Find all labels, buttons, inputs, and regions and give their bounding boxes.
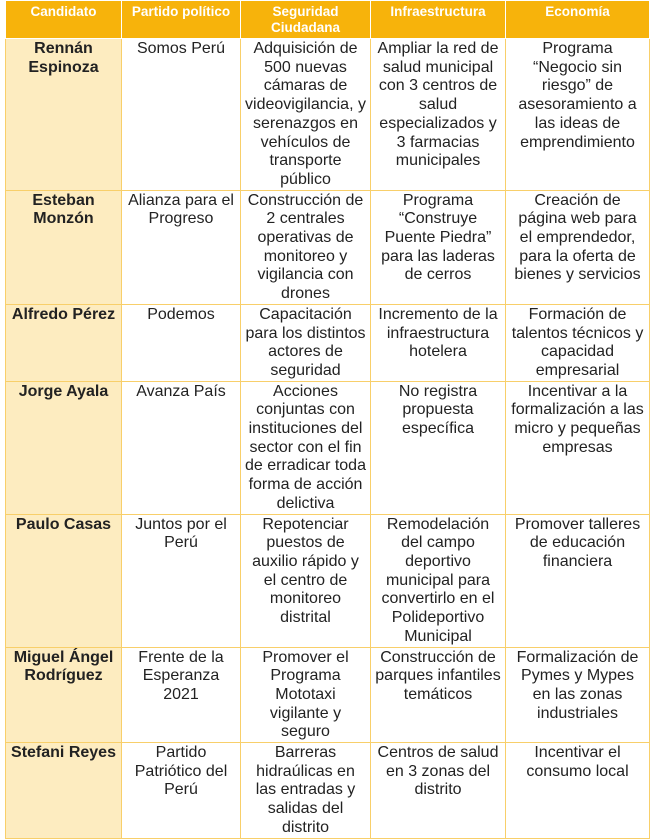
table-row xyxy=(6,39,650,191)
security-cell: Construcción de 2 centrales operativas de monitoreo y vigilancia con drones xyxy=(241,190,371,304)
security-cell: Barreras hidraúlicas en las entradas y salidas del distrito xyxy=(241,743,371,839)
candidate-name: Jorge Ayala xyxy=(6,381,122,514)
header-infraestructura: Infraestructura xyxy=(371,1,506,39)
table-row xyxy=(6,381,650,514)
table-row xyxy=(6,743,650,839)
candidate-name: Paulo Casas xyxy=(6,514,122,647)
party-cell: Avanza País xyxy=(122,381,241,514)
security-cell: Promover el Programa Mototaxi vigilante y seguro xyxy=(241,647,371,743)
party-cell: Alianza para el Progreso xyxy=(122,190,241,304)
security-cell: Repotenciar puestos de auxilio rápido y el centro de monitoreo distrital xyxy=(241,514,371,647)
economy-cell: Programa “Negocio sin riesgo” de asesoramiento a las ideas de emprendimiento xyxy=(506,39,650,191)
candidate-name: Miguel Ángel Rodríguez xyxy=(6,647,122,743)
security-cell: Capacitación para los distintos actores de seguridad xyxy=(241,304,371,381)
party-cell: Somos Perú xyxy=(122,39,241,191)
economy-cell: Incentivar a la formalización a las micro y pequeñas empresas xyxy=(506,381,650,514)
table-row xyxy=(6,304,650,381)
economy-cell: Formación de talentos técnicos y capacidad empresarial xyxy=(506,304,650,381)
proposals-table-container xyxy=(5,0,650,839)
header-partido: Partido político xyxy=(122,1,241,39)
infrastructure-cell: No registra propuesta específica xyxy=(371,381,506,514)
infrastructure-cell: Incremento de la infraestructura hotelera xyxy=(371,304,506,381)
security-cell: Acciones conjuntas con instituciones del sector con el fin de erradicar toda forma de acción delictiva xyxy=(241,381,371,514)
candidate-name: Esteban Monzón xyxy=(6,190,122,304)
economy-cell: Creación de página web para el emprendedor, para la oferta de bienes y servicios xyxy=(506,190,650,304)
economy-cell: Formalización de Pymes y Mypes en las zonas industriales xyxy=(506,647,650,743)
infrastructure-cell: Ampliar la red de salud municipal con 3 centros de salud especializados y 3 farmacias municipales xyxy=(371,39,506,191)
security-cell: Adquisición de 500 nuevas cámaras de videovigilancia, y serenazgos en vehículos de transporte público xyxy=(241,39,371,191)
infrastructure-cell: Remodelación del campo deportivo municipal para convertirlo en el Polideportivo Municipal xyxy=(371,514,506,647)
table-row xyxy=(6,514,650,647)
header-row xyxy=(6,1,650,39)
table-row xyxy=(6,647,650,743)
infrastructure-cell: Programa “Construye Puente Piedra” para las laderas de cerros xyxy=(371,190,506,304)
economy-cell: Incentivar el consumo local xyxy=(506,743,650,839)
party-cell: Podemos xyxy=(122,304,241,381)
infrastructure-cell: Construcción de parques infantiles temáticos xyxy=(371,647,506,743)
header-seguridad: Seguridad Ciudadana xyxy=(241,1,371,39)
candidate-name: Stefani Reyes xyxy=(6,743,122,839)
header-economia: Economía xyxy=(506,1,650,39)
header-candidato: Candidato xyxy=(6,1,122,39)
table-row xyxy=(6,190,650,304)
candidate-name: Alfredo Pérez xyxy=(6,304,122,381)
party-cell: Partido Patriótico del Perú xyxy=(122,743,241,839)
proposals-table xyxy=(5,0,650,839)
party-cell: Juntos por el Perú xyxy=(122,514,241,647)
infrastructure-cell: Centros de salud en 3 zonas del distrito xyxy=(371,743,506,839)
economy-cell: Promover talleres de educación financiera xyxy=(506,514,650,647)
candidate-name: Rennán Espinoza xyxy=(6,39,122,191)
party-cell: Frente de la Esperanza 2021 xyxy=(122,647,241,743)
